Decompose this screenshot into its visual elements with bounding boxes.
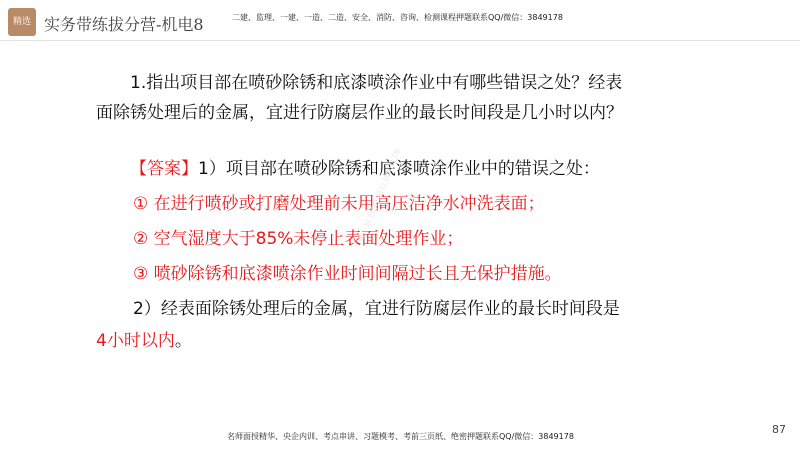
answer-part2-end: 。 [174, 331, 192, 351]
footer-contact-note: 名师面授精华、央企内训、考点串讲、习题模考、考前三页纸、绝密押题联系QQ/微信：3849178 [227, 432, 574, 441]
answer-label: 【答案】 [130, 159, 198, 179]
logo: 精选 [8, 8, 36, 36]
watermark: 唯一联系QQ/微信3849178 [356, 147, 403, 244]
header-contact-note: 二建、监理、一建、一造、二造、安全、消防、咨询、检测课程押题联系QQ/微信：3849178 [232, 13, 563, 22]
header-divider [0, 40, 800, 41]
answer-part1-heading: 1）项目部在喷砂除锈和底漆喷涂作业中的错误之处： [198, 159, 600, 179]
question-line-2: 面除锈处理后的金属，宜进行防腐层作业的最长时间段是几小时以内？ [96, 103, 623, 123]
question-line-1: 1.指出项目部在喷砂除锈和底漆喷涂作业中有哪些错误之处？经表 [130, 73, 623, 93]
answer-heading [130, 158, 676, 180]
answer-item-2: ② 空气湿度大于85%未停止表面处理作业； [133, 229, 464, 249]
header-bar [0, 0, 800, 46]
answer-item-3: ③ 喷砂除锈和底漆喷涂作业时间间隔过长且无保护措施。 [133, 264, 562, 284]
answer-part2-result [96, 330, 676, 352]
course-title: 实务带练拔分营-机电8 [44, 15, 204, 34]
answer-part2-value: 4小时以内 [96, 331, 175, 351]
answer-item-1: ① 在进行喷砂或打磨处理前未用高压洁净水冲洗表面； [133, 194, 545, 214]
slide-content [96, 72, 676, 352]
page-number: 87 [772, 423, 786, 436]
answer-part2-line: 2）经表面除锈处理后的金属，宜进行防腐层作业的最长时间段是 [133, 299, 620, 319]
